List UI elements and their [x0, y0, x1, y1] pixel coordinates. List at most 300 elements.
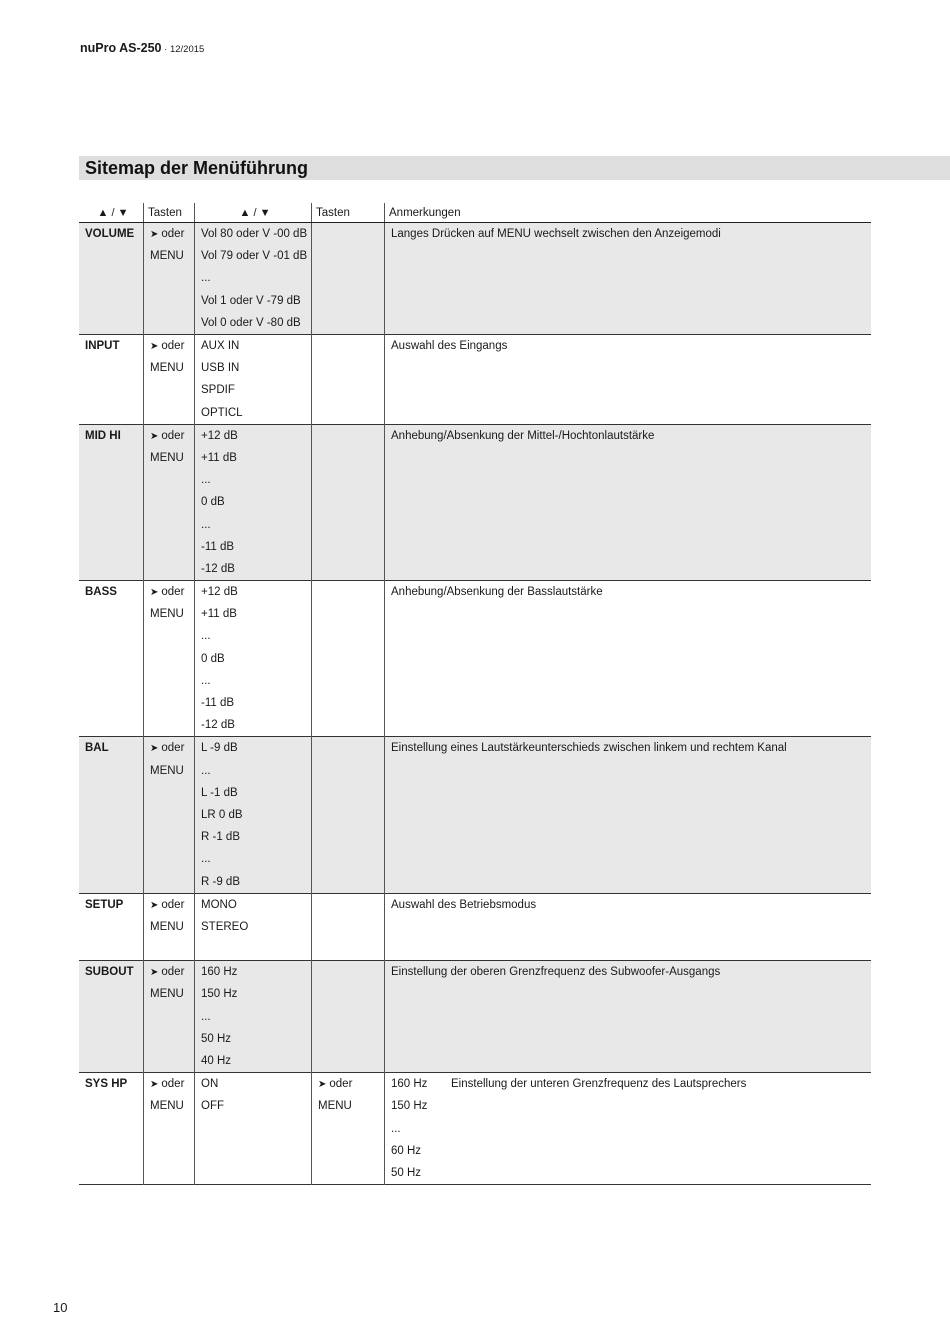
key-menu-label: MENU	[318, 1100, 352, 1113]
menu-item-name-empty	[79, 1006, 144, 1028]
value-cell: OPTICL	[195, 402, 312, 425]
key-menu-label: MENU	[150, 988, 184, 1001]
sub-value-cell	[385, 1118, 872, 1140]
table-row	[79, 737, 871, 760]
note-cell-empty	[385, 245, 872, 267]
value-cell	[195, 1140, 312, 1162]
value-cell: STEREO	[195, 916, 312, 938]
note-cell-empty	[385, 848, 872, 870]
header-separator: ·	[161, 44, 170, 55]
menu-group	[79, 334, 871, 424]
value-cell: LR 0 dB	[195, 804, 312, 826]
menu-item-name-empty	[79, 469, 144, 491]
value-cell: -11 dB	[195, 536, 312, 558]
table-row	[79, 312, 871, 335]
menu-item-name-empty	[79, 267, 144, 289]
value-cell: 150 Hz	[195, 983, 312, 1005]
key-cell	[144, 267, 195, 289]
note-cell-empty	[385, 558, 872, 581]
header-keys-2: Tasten	[312, 203, 385, 223]
key-cell	[144, 782, 195, 804]
key-oder-label: oder	[161, 898, 185, 911]
sub-key-cell	[312, 603, 385, 625]
chevron-right-icon: ➤	[318, 1079, 327, 1091]
key-cell	[144, 983, 195, 1005]
sub-key-cell	[312, 223, 385, 246]
menu-item-name-empty	[79, 983, 144, 1005]
document-date: 12/2015	[169, 44, 205, 55]
menu-group	[79, 961, 871, 1073]
table-row	[79, 334, 871, 357]
key-cell	[144, 603, 195, 625]
note-cell-empty	[385, 714, 872, 737]
note-cell-empty	[385, 603, 872, 625]
header-arrows-1: ▲ / ▼	[79, 203, 144, 223]
value-cell: 0 dB	[195, 491, 312, 513]
sub-key-cell	[312, 848, 385, 870]
value-cell: -11 dB	[195, 692, 312, 714]
value-cell: R -9 dB	[195, 870, 312, 893]
table-row	[79, 581, 871, 604]
key-cell	[144, 961, 195, 984]
menu-item-name-empty	[79, 491, 144, 513]
key-cell	[144, 625, 195, 647]
chevron-right-icon: ➤	[150, 587, 159, 599]
note-cell-empty	[385, 916, 872, 938]
table-row	[79, 223, 871, 246]
table-row	[79, 1140, 871, 1162]
menu-item-name-empty	[79, 1162, 144, 1185]
value-cell: ...	[195, 625, 312, 647]
menu-item-name-empty	[79, 1050, 144, 1073]
table-row	[79, 379, 871, 401]
table-header-row	[79, 203, 871, 223]
table-row	[79, 938, 871, 961]
value-cell: SPDIF	[195, 379, 312, 401]
key-cell	[144, 1028, 195, 1050]
menu-item-name-empty	[79, 1028, 144, 1050]
value-cell: MONO	[195, 893, 312, 916]
menu-item-name-empty	[79, 536, 144, 558]
sub-key-cell	[312, 916, 385, 938]
page-number: 10	[53, 1300, 68, 1315]
sub-key-cell	[312, 983, 385, 1005]
menu-item-name-empty	[79, 670, 144, 692]
note-cell: Einstellung eines Lautstärkeunterschieds zwischen linkem und rechtem Kanal	[385, 737, 872, 760]
value-cell	[195, 938, 312, 961]
sub-key-cell	[312, 290, 385, 312]
value-cell: -12 dB	[195, 714, 312, 737]
table-row	[79, 1028, 871, 1050]
header-keys-1: Tasten	[144, 203, 195, 223]
note-cell-empty	[385, 983, 872, 1005]
table-row	[79, 513, 871, 535]
menu-item-name-empty	[79, 804, 144, 826]
table-row	[79, 714, 871, 737]
table-row	[79, 1118, 871, 1140]
note-cell-empty	[385, 648, 872, 670]
key-cell	[144, 469, 195, 491]
value-cell	[195, 1118, 312, 1140]
key-cell	[144, 938, 195, 961]
key-cell	[144, 1162, 195, 1185]
key-menu-label: MENU	[150, 362, 184, 375]
key-menu-label: MENU	[150, 920, 184, 933]
table-row	[79, 402, 871, 425]
value-cell: OFF	[195, 1095, 312, 1117]
note-cell-empty	[385, 290, 872, 312]
chevron-right-icon: ➤	[150, 1079, 159, 1091]
note-cell-empty	[385, 447, 872, 469]
menu-item-name-empty	[79, 714, 144, 737]
key-cell	[144, 379, 195, 401]
menu-sitemap-table	[79, 203, 871, 1185]
value-cell: ...	[195, 267, 312, 289]
menu-item-name-empty	[79, 1118, 144, 1140]
key-cell	[144, 1050, 195, 1073]
sub-value: ...	[391, 1122, 401, 1135]
value-cell: ON	[195, 1073, 312, 1096]
key-oder-label: oder	[161, 966, 185, 979]
sub-key-cell	[312, 581, 385, 604]
value-cell: ...	[195, 670, 312, 692]
header-arrows-2: ▲ / ▼	[195, 203, 312, 223]
table-row	[79, 245, 871, 267]
sub-key-cell	[312, 469, 385, 491]
note-cell-empty	[385, 469, 872, 491]
value-cell: +11 dB	[195, 603, 312, 625]
menu-item-name-empty	[79, 782, 144, 804]
sub-value-cell	[385, 1073, 872, 1096]
key-cell	[144, 1006, 195, 1028]
sub-key-cell	[312, 447, 385, 469]
value-cell: +12 dB	[195, 581, 312, 604]
table-row	[79, 290, 871, 312]
note-cell: Langes Drücken auf MENU wechselt zwischen den Anzeigemodi	[385, 223, 872, 246]
menu-item-name: BASS	[85, 586, 117, 599]
table-row	[79, 267, 871, 289]
note-cell-empty	[385, 513, 872, 535]
chevron-right-icon: ➤	[150, 743, 159, 755]
sub-key-cell	[312, 1162, 385, 1185]
value-cell: L -9 dB	[195, 737, 312, 760]
key-cell	[144, 737, 195, 760]
sub-key-cell	[312, 782, 385, 804]
key-cell	[144, 826, 195, 848]
menu-item-name-empty	[79, 245, 144, 267]
key-cell	[144, 581, 195, 604]
chevron-right-icon: ➤	[150, 899, 159, 911]
key-menu-label: MENU	[150, 250, 184, 263]
sub-key-cell	[312, 245, 385, 267]
key-cell	[144, 402, 195, 425]
table-row	[79, 916, 871, 938]
menu-item-name: MID HI	[79, 424, 144, 447]
value-cell: ...	[195, 1006, 312, 1028]
key-cell	[144, 223, 195, 246]
sub-key-cell	[312, 893, 385, 916]
key-cell	[144, 536, 195, 558]
value-cell: ...	[195, 760, 312, 782]
menu-item-name: SETUP	[85, 898, 124, 911]
value-cell: Vol 79 oder V -01 dB	[195, 245, 312, 267]
note-cell-empty	[385, 1006, 872, 1028]
chevron-right-icon: ➤	[150, 341, 159, 353]
note-cell-empty	[385, 692, 872, 714]
key-oder-label: oder	[161, 586, 185, 599]
sub-value: 50 Hz	[391, 1166, 422, 1179]
table-row	[79, 782, 871, 804]
menu-item-name-empty	[79, 603, 144, 625]
value-cell: L -1 dB	[195, 782, 312, 804]
menu-item-name: INPUT	[85, 340, 120, 353]
table-row	[79, 648, 871, 670]
sub-key-cell	[312, 714, 385, 737]
sub-value-cell	[385, 1140, 872, 1162]
sub-key-cell	[312, 558, 385, 581]
note-cell-empty	[385, 379, 872, 401]
sub-key-cell	[312, 1028, 385, 1050]
table-row	[79, 558, 871, 581]
key-cell	[144, 424, 195, 447]
key-oder-label: oder	[161, 742, 185, 755]
menu-item-name-empty	[79, 870, 144, 893]
sub-key-cell	[312, 1140, 385, 1162]
sub-key-cell	[312, 491, 385, 513]
sub-value-cell	[385, 1095, 872, 1117]
sub-key-cell	[312, 334, 385, 357]
key-cell	[144, 1118, 195, 1140]
value-cell: Vol 0 oder V -80 dB	[195, 312, 312, 335]
sub-key-cell	[312, 402, 385, 425]
key-cell	[144, 760, 195, 782]
sub-key-cell	[312, 357, 385, 379]
sub-key-cell	[312, 760, 385, 782]
menu-item-name-empty	[79, 558, 144, 581]
menu-item-name: SUBOUT	[79, 961, 144, 984]
menu-item-name-empty	[79, 447, 144, 469]
menu-item-name-empty	[79, 848, 144, 870]
sub-value: 60 Hz	[391, 1144, 422, 1157]
table-row	[79, 447, 871, 469]
value-cell: ...	[195, 848, 312, 870]
table-row	[79, 692, 871, 714]
table-row	[79, 961, 871, 984]
table-row	[79, 469, 871, 491]
key-cell	[144, 1073, 195, 1096]
value-cell: 50 Hz	[195, 1028, 312, 1050]
key-cell	[144, 334, 195, 357]
sub-key-cell	[312, 379, 385, 401]
note-cell-empty	[385, 267, 872, 289]
key-cell	[144, 648, 195, 670]
table-row	[79, 1073, 871, 1096]
value-cell: USB IN	[195, 357, 312, 379]
key-cell	[144, 916, 195, 938]
note-cell-empty	[385, 826, 872, 848]
table-row	[79, 1006, 871, 1028]
value-cell: R -1 dB	[195, 826, 312, 848]
key-cell	[144, 245, 195, 267]
sub-value-cell	[385, 1162, 872, 1185]
table-row	[79, 1162, 871, 1185]
sub-key-cell	[312, 1006, 385, 1028]
value-cell: Vol 1 oder V -79 dB	[195, 290, 312, 312]
note-cell-empty	[385, 312, 872, 335]
note-cell-empty	[385, 536, 872, 558]
menu-group	[79, 223, 871, 335]
key-cell	[144, 714, 195, 737]
table-row	[79, 760, 871, 782]
sub-key-cell	[312, 692, 385, 714]
note-cell: Einstellung der oberen Grenzfrequenz des Subwoofer-Ausgangs	[385, 961, 872, 984]
note-cell-empty	[385, 625, 872, 647]
menu-item-name: SYS HP	[85, 1078, 128, 1091]
chevron-right-icon: ➤	[150, 967, 159, 979]
key-cell	[144, 558, 195, 581]
menu-item-name-empty	[79, 938, 144, 961]
note-cell-empty	[385, 870, 872, 893]
key-cell	[144, 870, 195, 893]
sub-key-cell	[312, 513, 385, 535]
menu-item-name-empty	[79, 312, 144, 335]
note-cell-empty	[385, 782, 872, 804]
value-cell: 0 dB	[195, 648, 312, 670]
key-cell	[144, 670, 195, 692]
menu-item-name-empty	[79, 625, 144, 647]
value-cell: ...	[195, 513, 312, 535]
key-oder-label: oder	[161, 429, 185, 442]
sub-key-cell	[312, 267, 385, 289]
key-menu-label: MENU	[150, 1100, 184, 1113]
menu-item-name-empty	[79, 692, 144, 714]
key-oder-label: oder	[161, 340, 185, 353]
sub-key-cell	[312, 804, 385, 826]
note-cell-empty	[385, 670, 872, 692]
note-cell: Anhebung/Absenkung der Mittel-/Hochtonlautstärke	[385, 424, 872, 447]
table-row	[79, 804, 871, 826]
sub-key-cell	[312, 961, 385, 984]
document-header	[80, 41, 204, 55]
value-cell: +12 dB	[195, 424, 312, 447]
note-text: Einstellung der unteren Grenzfrequenz des Lautsprechers	[451, 1078, 747, 1091]
note-cell-empty	[385, 491, 872, 513]
note-cell-empty	[385, 1028, 872, 1050]
value-cell: Vol 80 oder V -00 dB	[195, 223, 312, 246]
sub-key-cell	[312, 536, 385, 558]
product-name: nuPro AS-250	[80, 41, 162, 55]
menu-group	[79, 581, 871, 737]
menu-item-name-empty	[79, 826, 144, 848]
value-cell: 160 Hz	[195, 961, 312, 984]
note-cell-empty	[385, 1050, 872, 1073]
key-menu-label: MENU	[150, 608, 184, 621]
menu-group	[79, 893, 871, 961]
table-row	[79, 491, 871, 513]
table-row	[79, 670, 871, 692]
menu-item-name-empty	[79, 648, 144, 670]
table-row	[79, 357, 871, 379]
key-menu-label: MENU	[150, 451, 184, 464]
sub-key-cell	[312, 312, 385, 335]
value-cell: 40 Hz	[195, 1050, 312, 1073]
sub-key-cell	[312, 670, 385, 692]
menu-group	[79, 424, 871, 580]
section-title: Sitemap der Menüführung	[85, 158, 309, 178]
chevron-right-icon: ➤	[150, 430, 159, 442]
key-cell	[144, 1095, 195, 1117]
value-cell: +11 dB	[195, 447, 312, 469]
sub-key-cell	[312, 1095, 385, 1117]
sub-key-cell	[312, 870, 385, 893]
sub-key-cell	[312, 424, 385, 447]
table-row	[79, 1050, 871, 1073]
key-cell	[144, 357, 195, 379]
sub-key-cell	[312, 1050, 385, 1073]
note-cell: Auswahl des Eingangs	[385, 334, 872, 357]
key-cell	[144, 491, 195, 513]
sub-key-cell	[312, 737, 385, 760]
sub-key-cell	[312, 625, 385, 647]
key-cell	[144, 513, 195, 535]
chevron-right-icon: ➤	[150, 229, 159, 241]
section-heading-bar	[79, 156, 950, 180]
table-row	[79, 536, 871, 558]
menu-group	[79, 737, 871, 893]
menu-item-name-empty	[79, 357, 144, 379]
sub-value: 160 Hz	[391, 1078, 428, 1091]
menu-item-name-empty	[79, 1140, 144, 1162]
value-cell	[195, 1162, 312, 1185]
menu-item-name-empty	[79, 402, 144, 425]
table-row	[79, 1095, 871, 1117]
table-row	[79, 625, 871, 647]
note-cell-empty	[385, 938, 872, 961]
note-cell-empty	[385, 402, 872, 425]
key-menu-label: MENU	[150, 764, 184, 777]
key-cell	[144, 290, 195, 312]
key-oder-label: oder	[161, 228, 185, 241]
table-row	[79, 826, 871, 848]
menu-item-name: VOLUME	[79, 223, 144, 246]
key-oder-label: oder	[161, 1078, 185, 1091]
menu-group	[79, 1073, 871, 1185]
table-row	[79, 848, 871, 870]
menu-item-name-empty	[79, 760, 144, 782]
table-row	[79, 870, 871, 893]
key-cell	[144, 312, 195, 335]
key-cell	[144, 893, 195, 916]
key-cell	[144, 804, 195, 826]
value-cell: ...	[195, 469, 312, 491]
key-cell	[144, 692, 195, 714]
table-row	[79, 983, 871, 1005]
note-cell-empty	[385, 760, 872, 782]
value-cell: AUX IN	[195, 334, 312, 357]
menu-item-name: BAL	[79, 737, 144, 760]
key-oder-label: oder	[329, 1078, 353, 1091]
table-row	[79, 893, 871, 916]
key-cell	[144, 1140, 195, 1162]
table-row	[79, 424, 871, 447]
sub-key-cell	[312, 1118, 385, 1140]
value-cell: -12 dB	[195, 558, 312, 581]
key-cell	[144, 447, 195, 469]
menu-item-name-empty	[79, 1095, 144, 1117]
menu-item-name-empty	[79, 379, 144, 401]
menu-item-name-empty	[79, 916, 144, 938]
menu-item-name-empty	[79, 290, 144, 312]
